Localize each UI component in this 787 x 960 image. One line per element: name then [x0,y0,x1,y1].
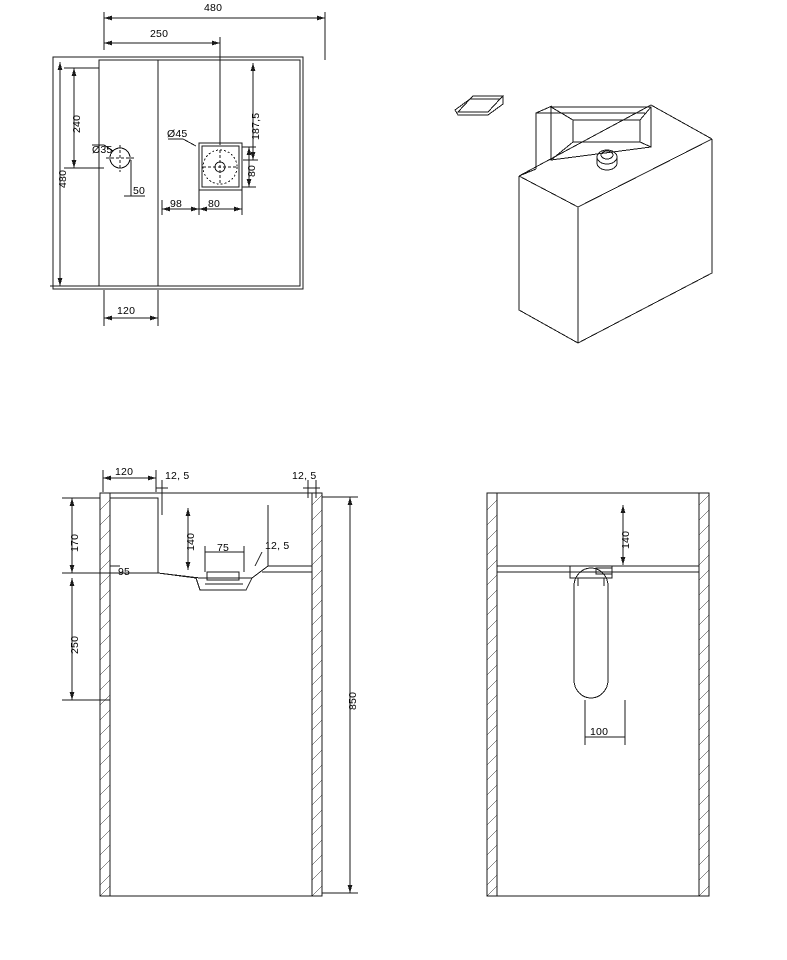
dim-side-100: 100 [590,726,609,738]
dim-front-inner-125: 12, 5 [265,540,290,552]
dim-front-170: 170 [69,533,81,552]
isometric-view [455,96,712,343]
dim-front-250: 250 [69,635,81,654]
dim-front-120: 120 [115,466,134,478]
dim-top-480-v: 480 [57,169,69,188]
front-section-view [62,470,358,896]
dim-drain-dia: Ø45 [167,128,188,140]
dim-top-480: 480 [204,2,223,14]
dim-drain-80h: 80 [208,198,221,210]
dim-front-850: 850 [347,691,359,710]
side-section-view [487,493,709,896]
dim-top-1875: 187,5 [250,112,262,140]
dim-drain-98: 98 [170,198,183,210]
dim-side-140: 140 [620,530,632,549]
top-view [50,12,325,326]
dim-front-125-left: 12, 5 [165,470,190,482]
dim-tap-dia: Ø35 [92,144,113,156]
dim-front-75: 75 [217,542,230,554]
dim-front-140: 140 [185,532,197,551]
dim-edge-120: 120 [117,305,136,317]
dim-top-240: 240 [71,114,83,133]
dim-top-250: 250 [150,28,169,40]
dim-drain-80v: 80 [246,164,258,177]
dim-front-125-right: 12, 5 [292,470,317,482]
dim-tap-50: 50 [133,185,146,197]
dim-front-95: 95 [118,566,131,578]
